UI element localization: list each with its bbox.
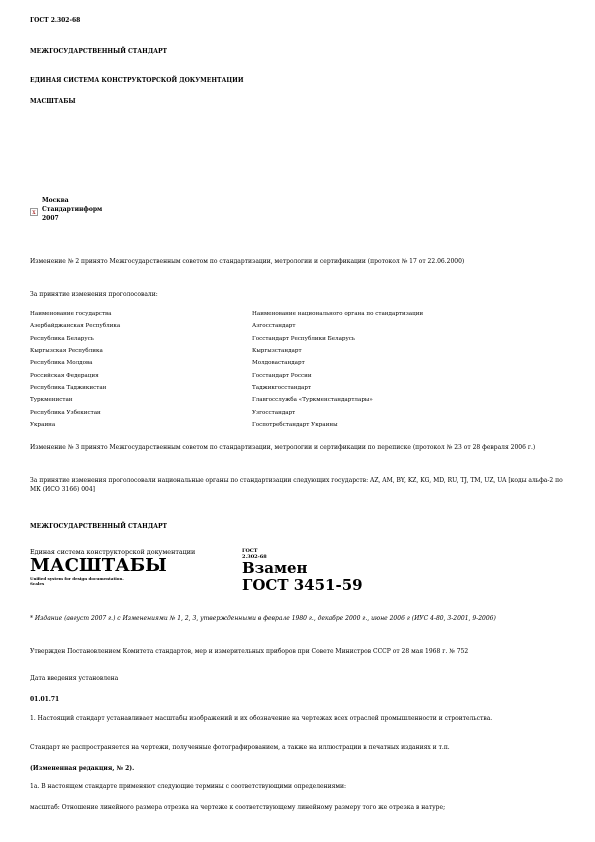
standard-type: МЕЖГОСУДАРСТВЕННЫЙ СТАНДАРТ — [30, 48, 168, 55]
instead-label: Взамен — [242, 559, 308, 577]
table-row — [30, 345, 572, 357]
scale-definition: масштаб: Отношение линейного размера отрезка на чертеже к соответствующему линейному размеру того же отрезка в натуре; — [30, 804, 446, 811]
table-cell: Украина — [30, 421, 56, 428]
table-cell: Госстандарт России — [252, 372, 312, 379]
table-cell: Республика Молдова — [30, 360, 93, 367]
table-cell: Главгосслужба «Туркменстандартлары» — [252, 397, 373, 404]
table-row — [30, 419, 572, 431]
table-cell: Госстандарт Республики Беларусь — [252, 335, 355, 342]
table-cell: Азербайджанская Республика — [30, 323, 121, 330]
change3-text: Изменение № 3 принято Межгосударственным советом по стандартизации, метрологии и сертификации по переписке (протокол № 23 от 28 февраля 2006 г.) — [30, 444, 536, 451]
instead-number: ГОСТ 3451-59 — [242, 576, 363, 594]
intro-date-label: Дата введения установлена — [30, 675, 119, 682]
approved-text: Утвержден Постановлением Комитета стандартов, мер и измерительных приборов при Совете Министров СССР от 28 мая 1968 г. № 752 — [30, 648, 469, 655]
publication-info — [30, 196, 102, 223]
change2-text: Изменение № 2 принято Межгосударственным советом по стандартизации, метрологии и сертификации (протокол № 17 от 22.06.2000) — [30, 258, 465, 265]
table-cell: Туркменистан — [30, 397, 73, 404]
table-cell: Российская Федерация — [30, 372, 99, 379]
paragraph-2: Стандарт не распространяется на чертежи, полученные фотографированием, а также на иллюстрации в печатных изданиях и т.п. — [30, 744, 450, 751]
broken-image-icon: x — [30, 208, 38, 216]
table-cell: Кыргызстандарт — [252, 348, 302, 355]
table-row — [30, 320, 572, 332]
table-cell: Узгосстандарт — [252, 409, 296, 416]
paragraph-1a: 1а. В настоящем стандарте применяют следующие термины с соответствующими определениями: — [30, 783, 347, 790]
table-cell: Азгосстандарт — [252, 323, 296, 330]
paragraph-1: 1. Настоящий стандарт устанавливает масштабы изображений и их обозначение на чертежах всех отраслей промышленности и строительства. — [30, 715, 493, 722]
table-cell: Таджикгосстандарт — [252, 384, 312, 391]
table-cell: Кыргызская Республика — [30, 348, 103, 355]
table-row — [30, 357, 572, 369]
system-name: ЕДИНАЯ СИСТЕМА КОНСТРУКТОРСКОЙ ДОКУМЕНТАЦИИ — [30, 77, 244, 84]
states-table — [30, 308, 572, 431]
table-row — [30, 369, 572, 381]
intro-date: 01.01.71 — [30, 696, 60, 703]
pub-year: 2007 — [42, 215, 59, 222]
table-cell: Республика Беларусь — [30, 335, 94, 342]
gost-number: 2.302-68 — [242, 554, 267, 560]
table-cell: Республика Таджикистан — [30, 384, 107, 391]
change3-voted: За принятие изменения проголосовали национальные органы по стандартизации следующих государств: AZ, AM, BY, KZ, KG, MD, RU, TJ, TM, UZ, UA [коды альфа-2 по МК (ИСО 3166) 004] — [30, 477, 563, 493]
table-header-body: Наименование национального органа по стандартизации — [252, 311, 424, 318]
doc-title: МАСШТАБЫ — [30, 98, 76, 105]
table-cell: Молдовастандарт — [252, 360, 305, 367]
standard-type-2: МЕЖГОСУДАРСТВЕННЫЙ СТАНДАРТ — [30, 523, 168, 530]
pub-city: Москва — [42, 197, 69, 204]
standard-header-block — [30, 548, 570, 596]
standard-title: МАСШТАБЫ — [30, 555, 167, 576]
table-cell: Республика Узбекистан — [30, 409, 101, 416]
table-row — [30, 333, 572, 345]
revised-note: (Измененная редакция, № 2). — [30, 765, 135, 772]
table-header-row — [30, 308, 572, 320]
title-en-line1: Unified system for design documentation. — [30, 576, 124, 581]
table-row — [30, 406, 572, 418]
title-en-line2: Scales — [30, 581, 45, 586]
system-title: Единая система конструкторской документации — [30, 548, 196, 556]
table-row — [30, 394, 572, 406]
doc-code: ГОСТ 2.302-68 — [30, 17, 81, 24]
gost-label: ГОСТ — [242, 548, 258, 554]
edition-note: * Издание (август 2007 г.) с Изменениями № 1, 2, 3, утвержденными в феврале 1980 г., декабре 2000 г., июне 2006 г (ИУС 4-80, 3-2001, 9-2006) — [30, 615, 496, 622]
voted-intro: За принятие изменения проголосовали: — [30, 291, 158, 298]
table-row — [30, 382, 572, 394]
pub-publisher: Стандартинформ — [42, 206, 103, 213]
table-header-state: Наименование государства — [30, 311, 112, 318]
table-cell: Госпотребстандарт Украины — [252, 421, 338, 428]
